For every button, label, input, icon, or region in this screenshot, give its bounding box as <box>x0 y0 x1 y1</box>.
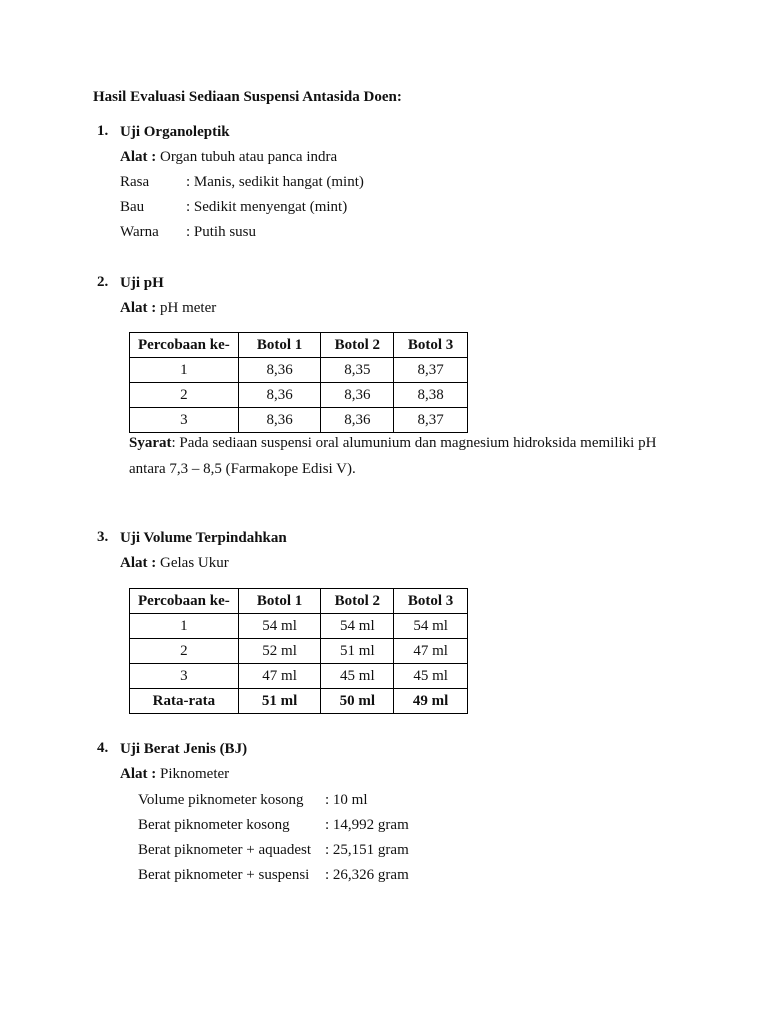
bj-value-berat-kosong: : 14,992 gram <box>325 817 409 833</box>
table-cell: 47 ml <box>394 639 468 664</box>
section-4-number: 4. <box>97 740 109 756</box>
table-header-cell: Botol 1 <box>238 589 321 614</box>
table-header-cell: Botol 2 <box>321 589 394 614</box>
table-cell: 47 ml <box>238 664 321 689</box>
table-cell: 8,36 <box>238 383 321 408</box>
section-2-number: 2. <box>97 274 109 290</box>
bj-label-berat-kosong: Berat piknometer kosong <box>138 817 290 833</box>
table-cell: 3 <box>130 664 239 689</box>
table-header-cell: Botol 1 <box>238 333 321 358</box>
table-cell: 8,36 <box>238 358 321 383</box>
table-header-cell: Percobaan ke- <box>130 589 239 614</box>
bj-value-volume-kosong: : 10 ml <box>325 792 368 808</box>
table-cell: 8,38 <box>394 383 468 408</box>
section-2-alat <box>120 299 216 317</box>
table-cell: 45 ml <box>321 664 394 689</box>
table-cell: 8,36 <box>321 408 394 433</box>
section-3-alat <box>120 554 229 572</box>
alat-label: Alat : <box>120 766 157 782</box>
table-cell: 1 <box>130 614 239 639</box>
table-footer-row <box>130 689 468 714</box>
section-1-number: 1. <box>97 123 109 139</box>
section-1-alat <box>120 148 337 166</box>
alat-value: Piknometer <box>160 766 230 782</box>
table-footer-cell: 51 ml <box>238 689 321 714</box>
section-3-number: 3. <box>97 529 109 545</box>
volume-table <box>129 588 468 714</box>
section-4-alat <box>120 765 229 783</box>
section-2-heading: Uji pH <box>120 275 164 291</box>
table-row <box>130 639 468 664</box>
table-cell: 54 ml <box>238 614 321 639</box>
section-3-heading: Uji Volume Terpindahkan <box>120 530 287 546</box>
table-cell: 8,35 <box>321 358 394 383</box>
table-row <box>130 664 468 689</box>
organoleptik-label-warna: Warna <box>120 224 159 240</box>
table-cell: 52 ml <box>238 639 321 664</box>
alat-value: Organ tubuh atau panca indra <box>160 149 338 165</box>
section-4-heading: Uji Berat Jenis (BJ) <box>120 741 248 757</box>
organoleptik-label-bau: Bau <box>120 199 145 215</box>
table-cell: 8,37 <box>394 358 468 383</box>
alat-value: Gelas Ukur <box>160 555 229 571</box>
table-cell: 51 ml <box>321 639 394 664</box>
table-header-cell: Percobaan ke- <box>130 333 239 358</box>
table-row <box>130 383 468 408</box>
organoleptik-value-rasa: : Manis, sedikit hangat (mint) <box>186 174 364 190</box>
bj-label-berat-aquadest: Berat piknometer + aquadest <box>138 842 311 858</box>
table-header-row <box>130 589 468 614</box>
table-cell: 3 <box>130 408 239 433</box>
page-title: Hasil Evaluasi Sediaan Suspensi Antasida Doen: <box>93 89 402 105</box>
table-footer-cell: 49 ml <box>394 689 468 714</box>
syarat-text: : Pada sediaan suspensi oral alumunium dan magnesium hidroksida memiliki pH <box>171 435 657 451</box>
bj-value-berat-suspensi: : 26,326 gram <box>325 867 409 883</box>
section-1-heading: Uji Organoleptik <box>120 124 230 140</box>
table-cell: 45 ml <box>394 664 468 689</box>
table-row <box>130 614 468 639</box>
table-cell: 8,36 <box>321 383 394 408</box>
alat-label: Alat : <box>120 149 157 165</box>
syarat-line-1 <box>129 434 656 452</box>
table-cell: 1 <box>130 358 239 383</box>
bj-label-berat-suspensi: Berat piknometer + suspensi <box>138 867 310 883</box>
table-header-cell: Botol 3 <box>394 589 468 614</box>
table-row <box>130 408 468 433</box>
bj-value-berat-aquadest: : 25,151 gram <box>325 842 409 858</box>
bj-label-volume-kosong: Volume piknometer kosong <box>138 792 304 808</box>
alat-value: pH meter <box>160 300 217 316</box>
table-cell: 8,36 <box>238 408 321 433</box>
alat-label: Alat : <box>120 555 157 571</box>
organoleptik-value-bau: : Sedikit menyengat (mint) <box>186 199 348 215</box>
table-cell: 54 ml <box>394 614 468 639</box>
ph-table <box>129 332 468 433</box>
syarat-line-2: antara 7,3 – 8,5 (Farmakope Edisi V). <box>129 461 356 477</box>
organoleptik-label-rasa: Rasa <box>120 174 150 190</box>
table-row <box>130 358 468 383</box>
table-footer-cell: 50 ml <box>321 689 394 714</box>
table-cell: 54 ml <box>321 614 394 639</box>
alat-label: Alat : <box>120 300 157 316</box>
organoleptik-value-warna: : Putih susu <box>186 224 257 240</box>
table-header-cell: Botol 3 <box>394 333 468 358</box>
table-footer-cell: Rata-rata <box>130 689 239 714</box>
table-header-cell: Botol 2 <box>321 333 394 358</box>
table-cell: 2 <box>130 383 239 408</box>
table-cell: 2 <box>130 639 239 664</box>
table-cell: 8,37 <box>394 408 468 433</box>
table-header-row <box>130 333 468 358</box>
syarat-label: Syarat <box>129 435 172 451</box>
